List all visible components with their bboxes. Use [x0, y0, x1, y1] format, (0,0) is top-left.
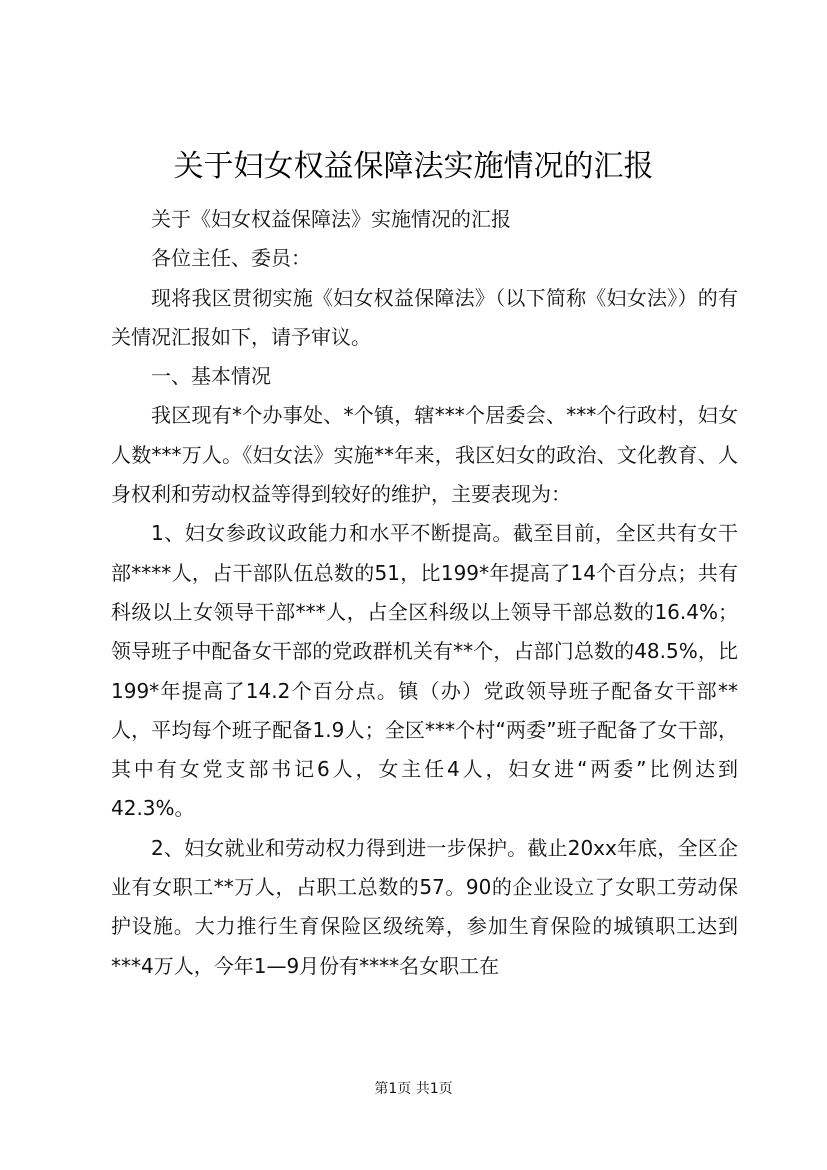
item-2-paragraph: 2、妇女就业和劳动权力得到进一步保护。截止20xx年底，全区企业有女职工**万人，占职工总数的57。90的企业设立了女职工劳动保护设施。大力推行生育保险区级统筹，参加生育保险的城镇职工达到***4万人，今年1—9月份有****名女职工在 — [111, 835, 738, 978]
document-body — [111, 200, 738, 986]
subtitle-paragraph: 关于《妇女权益保障法》实施情况的汇报 — [151, 207, 511, 231]
intro-paragraph: 现将我区贯彻实施《妇女权益保障法》（以下简称《妇女法》）的有关情况汇报如下，请予审议。 — [111, 285, 738, 349]
section-heading: 一、基本情况 — [151, 364, 271, 389]
page-footer: 第1页 共1页 — [374, 1081, 453, 1097]
overview-paragraph: 我区现有*个办事处、*个镇，辖***个居委会、***个行政村，妇女人数***万人。《妇女法》实施**年来，我区妇女的政治、文化教育、人身权利和劳动权益等得到较好的维护，主要表现为： — [111, 403, 738, 507]
document-title: 关于妇女权益保障法实施情况的汇报 — [173, 149, 654, 184]
salutation-paragraph: 各位主任、委员： — [151, 246, 311, 271]
item-1-paragraph: 1、妇女参政议政能力和水平不断提高。截至目前，全区共有女干部****人，占干部队伍总数的51，比199*年提高了14个百分点；共有科级以上女领导干部***人，占全区科级以上领导干部总数的16.4%；领导班子中配备女干部的党政群机关有**个，占部门总数的48.5%，比199*年提高了14.2个百分点。镇（办）党政领导班子配备女干部**人，平均每个班子配备1.9人；全区***个村“两委”班子配备了女干部，其中有女党支部书记6人，女主任4人，妇女进“两委”比例达到42.3%。 — [111, 521, 738, 821]
